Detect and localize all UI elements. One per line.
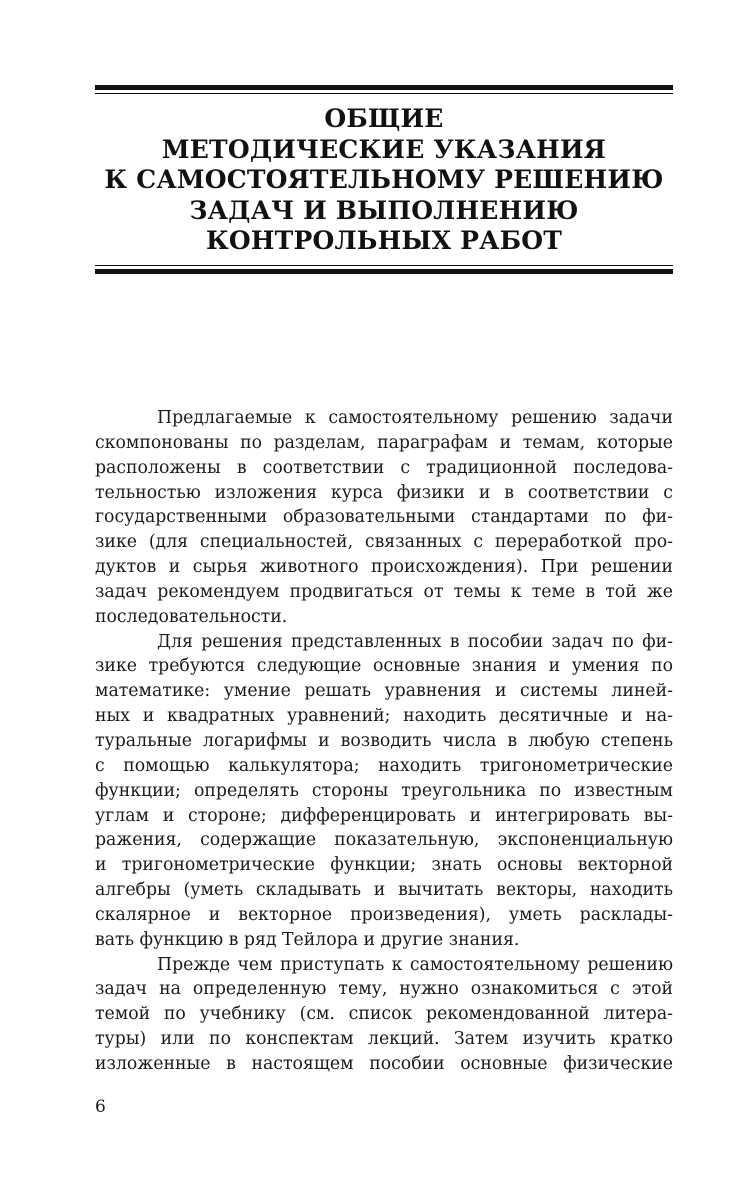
text-line: темой по учебнику (см. список рекомендованной литера-	[95, 1004, 673, 1025]
text-line: изложенные в настоящем пособии основные физические	[95, 1053, 673, 1074]
text-line: туры) или по конспектам лекций. Затем изучить кратко	[95, 1029, 673, 1050]
paragraph	[95, 406, 673, 630]
thin-rule	[95, 265, 673, 266]
header-rule-bottom	[95, 265, 673, 274]
page-number: 6	[95, 1097, 106, 1117]
text-line: Предлагаемые к самостоятельному решению задачи	[157, 408, 673, 428]
text-line: туральные логарифмы и возводить числа в любую степень	[95, 730, 673, 751]
text-line: тельностью изложения курса физики и в соответствии с	[95, 482, 673, 503]
text-line: задач рекомендуем продвигаться от темы к теме в той же	[95, 581, 673, 602]
chapter-title	[95, 104, 673, 257]
chapter-title-line: ЗАДАЧ И ВЫПОЛНЕНИЮ	[189, 195, 579, 225]
thin-rule	[95, 93, 673, 94]
text-line: с помощью калькулятора; находить тригонометрические	[95, 755, 673, 776]
text-line: математике: умение решать уравнения и системы линей-	[95, 681, 673, 702]
text-line: скалярное и векторное произведения), уметь расклады-	[95, 904, 673, 925]
paragraph	[95, 630, 673, 953]
text-line: последовательности.	[95, 606, 288, 627]
text-line: задач на определенную тему, нужно ознакомиться с этой	[95, 979, 673, 1000]
text-line: дуктов и сырья животного происхождения). При решении	[95, 557, 673, 578]
text-line: функции; определять стороны треугольника по известным	[95, 780, 673, 801]
text-line: углам и стороне; дифференцировать и интегрировать вы-	[95, 805, 673, 826]
paragraph	[95, 953, 673, 1077]
text-line: скомпонованы по разделам, параграфам и темам, которые	[95, 432, 673, 453]
text-line: Для решения представленных в пособии задач по фи-	[157, 631, 673, 652]
chapter-title-line: ОБЩИЕ	[324, 104, 444, 133]
text-line: и тригонометрические функции; знать основы векторной	[95, 855, 673, 876]
chapter-title-line: МЕТОДИЧЕСКИЕ УКАЗАНИЯ	[161, 134, 607, 164]
text-line: зике (для специальностей, связанных с переработкой про-	[95, 532, 673, 553]
text-line: расположены в соответствии с традиционной последова-	[95, 457, 673, 478]
thick-rule	[95, 269, 673, 274]
text-line: ражения, содержащие показательную, экспоненциальную	[95, 830, 673, 851]
header-rule-top	[95, 85, 673, 94]
body-text	[95, 406, 673, 1077]
chapter-title-line: К САМОСТОЯТЕЛЬНОМУ РЕШЕНИЮ	[104, 165, 664, 194]
text-line: ных и квадратных уравнений; находить десятичные и на-	[95, 706, 673, 727]
text-line: вать функцию в ряд Тейлора и другие знания.	[95, 929, 520, 950]
text-line: Прежде чем приступать к самостоятельному решению	[157, 954, 673, 975]
text-line: алгебры (уметь складывать и вычитать векторы, находить	[95, 880, 673, 901]
text-line: государственными образовательными стандартами по фи-	[95, 507, 673, 528]
chapter-title-line: КОНТРОЛЬНЫХ РАБОТ	[205, 226, 563, 255]
text-line: зике требуются следующие основные знания и умения по	[95, 656, 673, 677]
thick-rule	[95, 85, 673, 90]
